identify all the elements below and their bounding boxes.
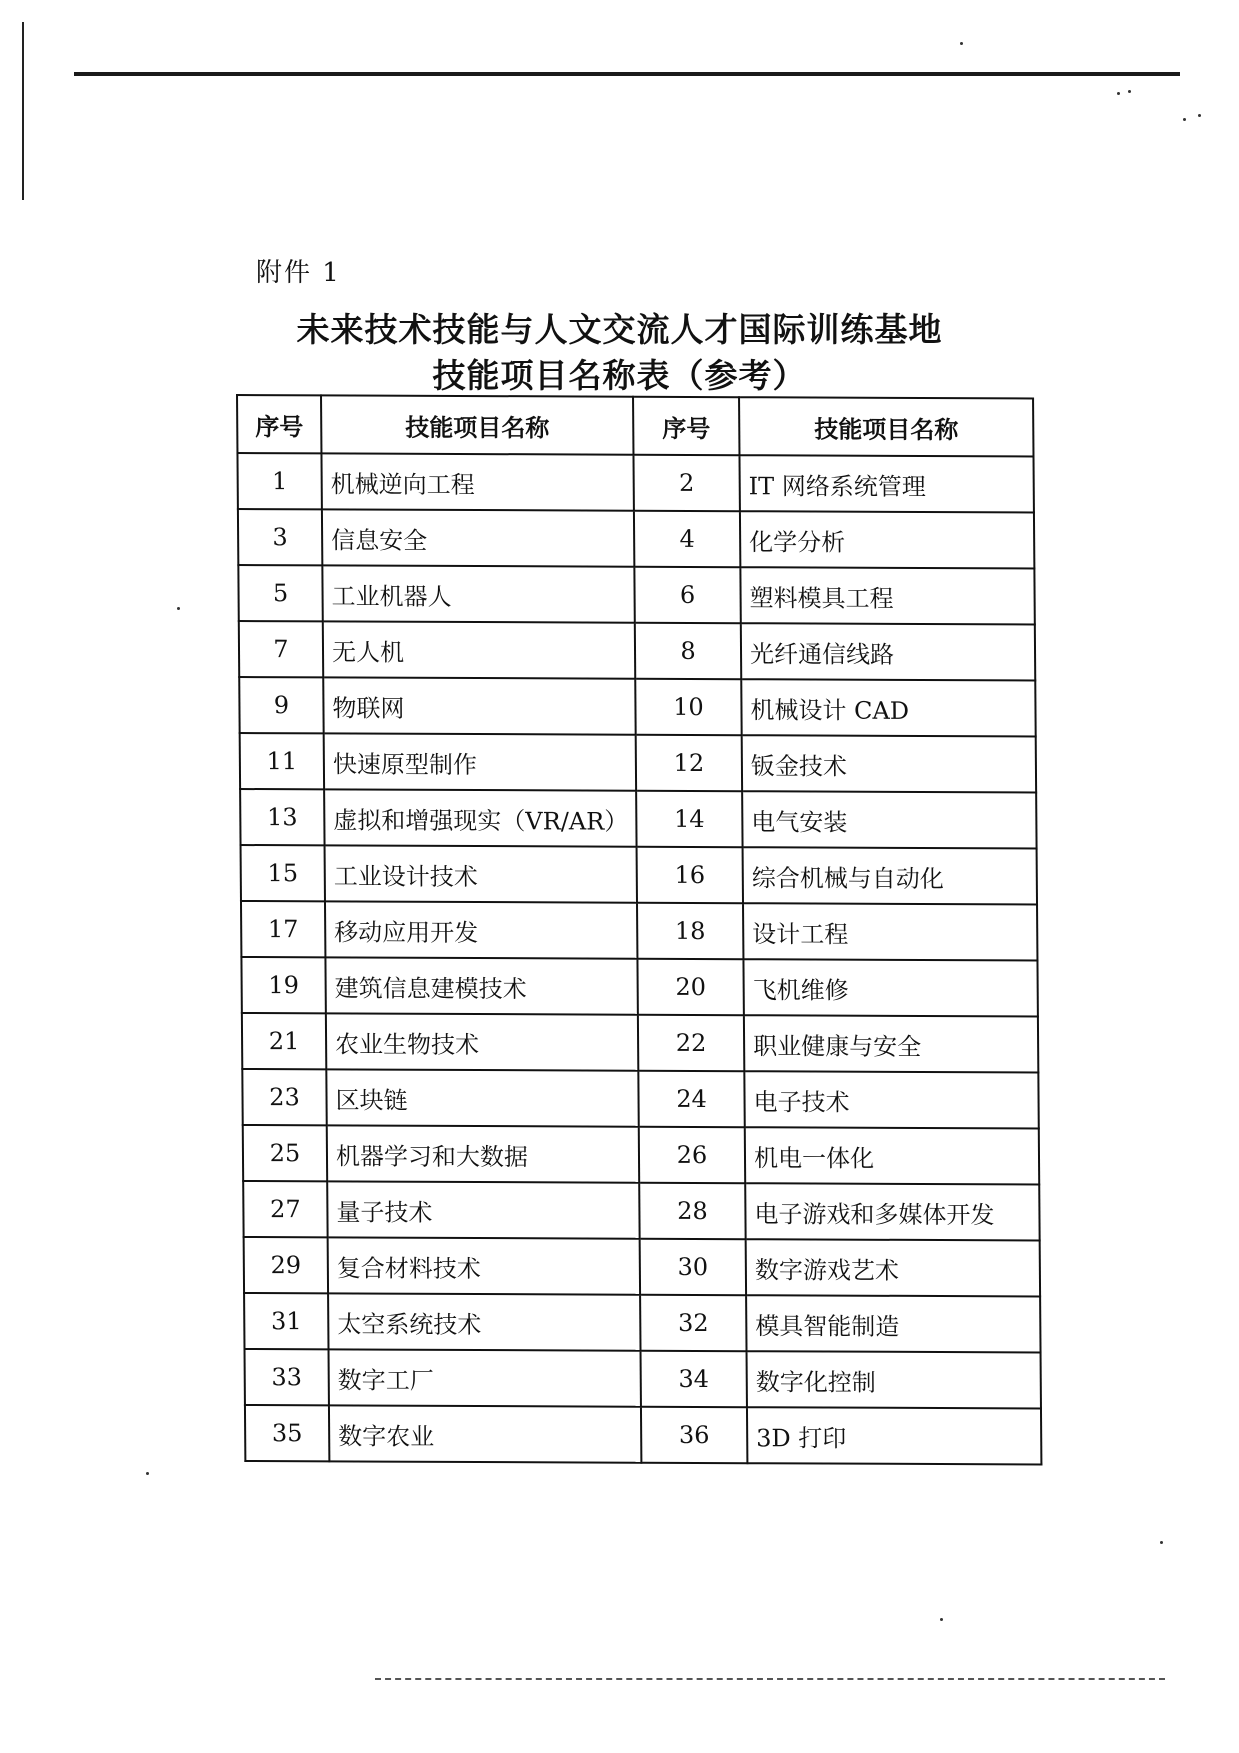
column-header-skill-name: 技能项目名称 [739,397,1033,456]
table-row [241,957,1037,1016]
item-number: 17 [241,901,325,957]
table-row [244,1293,1040,1352]
item-number: 1 [237,453,321,509]
skill-name: 飞机维修 [743,959,1037,1016]
item-number: 33 [245,1349,329,1405]
scan-speck [146,1472,149,1475]
item-number: 8 [635,623,741,679]
item-number: 16 [637,847,743,903]
scan-speck [1183,118,1186,121]
table-row [237,453,1033,512]
skill-name: 电子游戏和多媒体开发 [745,1183,1039,1240]
table-header-row [237,395,1033,456]
skill-name: 无人机 [323,621,635,678]
item-number: 27 [243,1181,327,1237]
table-row [244,1237,1040,1296]
table-row [241,845,1037,904]
item-number: 30 [640,1239,746,1295]
table-row [242,1069,1038,1128]
item-number: 29 [244,1237,328,1293]
skill-name: 数字工厂 [329,1349,641,1406]
skill-name: 职业健康与安全 [744,1015,1038,1072]
item-number: 34 [641,1351,747,1407]
skill-name: 农业生物技术 [326,1013,638,1070]
column-header-skill-name: 技能项目名称 [321,395,633,454]
item-number: 2 [633,455,739,511]
item-number: 32 [640,1295,746,1351]
skill-name: 化学分析 [740,511,1034,568]
skill-items-table [236,394,1042,1465]
skill-name: 数字农业 [329,1405,641,1462]
table-row [243,1181,1039,1240]
skill-name: 电气安装 [742,791,1036,848]
item-number: 9 [239,677,323,733]
column-header-number: 序号 [633,397,739,455]
skill-name: 移动应用开发 [325,901,637,958]
table-row [238,565,1034,624]
item-number: 20 [637,959,743,1015]
skill-name: 物联网 [323,677,635,734]
table-row [242,1013,1038,1072]
skill-name: 数字游戏艺术 [746,1239,1040,1296]
item-number: 3 [238,509,322,565]
table-row [240,789,1036,848]
table-row [241,901,1037,960]
header-rule [74,72,1180,76]
skill-name: 模具智能制造 [746,1295,1040,1352]
skill-name: IT 网络系统管理 [739,455,1033,512]
skill-name: 太空系统技术 [328,1293,640,1350]
skill-name: 快速原型制作 [324,733,636,790]
item-number: 26 [639,1127,745,1183]
item-number: 35 [245,1405,329,1461]
item-number: 18 [637,903,743,959]
table-row [240,733,1036,792]
item-number: 12 [636,735,742,791]
skill-name: 虚拟和增强现实（VR/AR） [324,789,636,846]
item-number: 7 [239,621,323,677]
scan-speck [1117,92,1120,95]
table-row [245,1405,1041,1464]
item-number: 28 [639,1183,745,1239]
item-number: 31 [244,1293,328,1349]
item-number: 22 [638,1015,744,1071]
skill-name: 量子技术 [327,1181,639,1238]
table-row [239,621,1035,680]
skill-name: 机器学习和大数据 [327,1125,639,1182]
attachment-label: 附件 1 [256,258,341,288]
skill-name: 信息安全 [322,509,634,566]
item-number: 13 [240,789,324,845]
item-number: 19 [241,957,325,1013]
skill-name: 机电一体化 [745,1127,1039,1184]
scan-speck [1198,114,1201,117]
skill-name: 光纤通信线路 [741,623,1035,680]
table-row [243,1125,1039,1184]
item-number: 10 [635,679,741,735]
scan-left-edge-line [22,22,24,200]
item-number: 36 [641,1407,747,1463]
skill-name: 数字化控制 [747,1351,1041,1408]
item-number: 25 [243,1125,327,1181]
footer-rule [375,1678,1165,1680]
item-number: 21 [242,1013,326,1069]
item-number: 4 [634,511,740,567]
skill-name: 机械逆向工程 [321,453,633,510]
scan-speck [177,607,180,610]
table-row [245,1349,1041,1408]
skill-name: 3D 打印 [747,1407,1041,1464]
skill-name: 综合机械与自动化 [743,847,1037,904]
item-number: 23 [242,1069,326,1125]
skill-name: 设计工程 [743,903,1037,960]
item-number: 15 [241,845,325,901]
skill-name: 工业机器人 [322,565,634,622]
skill-name: 区块链 [326,1069,638,1126]
skill-name: 机械设计 CAD [741,679,1035,736]
document-title: 未来技术技能与人文交流人才国际训练基地 [296,310,943,349]
item-number: 6 [634,567,740,623]
skill-name: 建筑信息建模技术 [325,957,637,1014]
skill-name: 电子技术 [744,1071,1038,1128]
table-row [239,677,1035,736]
item-number: 11 [240,733,324,789]
column-header-number: 序号 [237,395,321,453]
skill-name: 复合材料技术 [328,1237,640,1294]
skill-name: 工业设计技术 [325,845,637,902]
scan-speck [960,42,963,45]
skill-name: 钣金技术 [742,735,1036,792]
skill-name: 塑料模具工程 [740,567,1034,624]
table-row [238,509,1034,568]
document-subtitle: 技能项目名称表（参考） [432,356,807,395]
scan-speck [940,1618,943,1621]
scan-speck [1160,1541,1163,1544]
item-number: 5 [238,565,322,621]
item-number: 24 [638,1071,744,1127]
item-number: 14 [636,791,742,847]
scan-speck [1128,90,1131,93]
